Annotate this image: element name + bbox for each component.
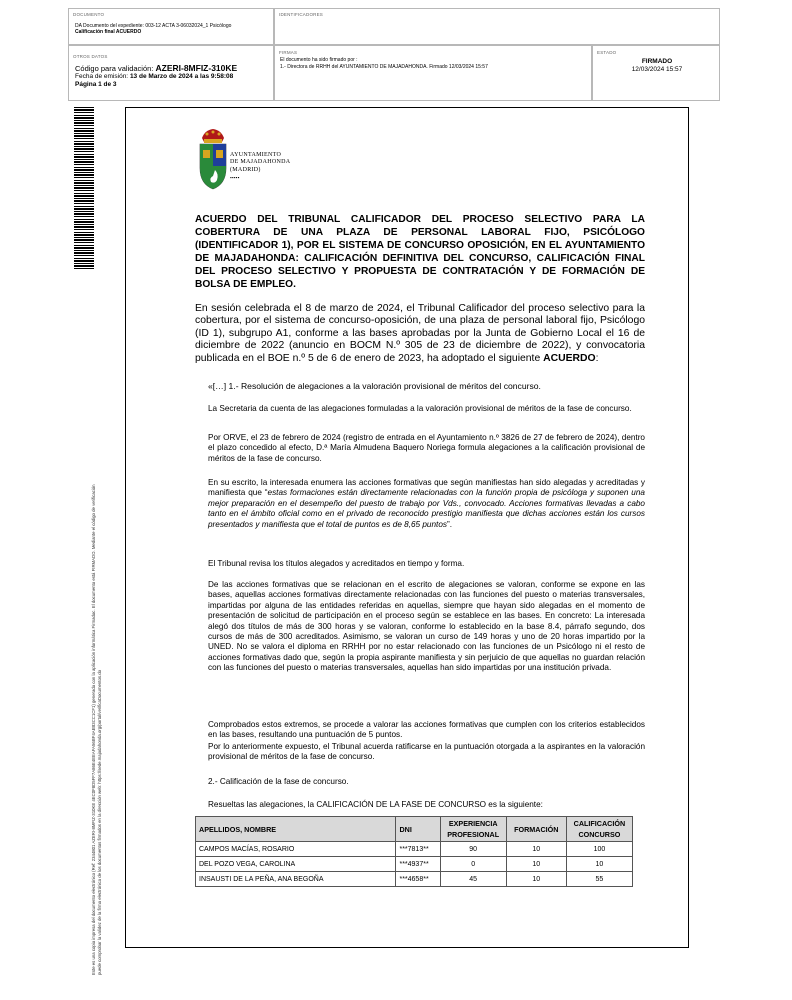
estado-box xyxy=(592,45,720,101)
cell-nombre: INSAUSTI DE LA PEÑA, ANA BEGOÑA xyxy=(196,872,396,887)
verification-side-text xyxy=(91,95,103,975)
cell-formacion: 10 xyxy=(506,857,566,872)
cell-calificacion: 10 xyxy=(566,857,632,872)
paragraph-9: 2.- Calificación de la fase de concurso. xyxy=(208,777,349,786)
estado-value: FIRMADO xyxy=(641,58,673,65)
coat-of-arms-icon xyxy=(197,128,229,195)
estado-date: 12/03/2024 15:57 xyxy=(631,66,683,73)
firmas-line2: 1.- Directora de RRHH del AYUNTAMIENTO DE MAJADAHONDA. Firmado 12/03/2024 15:57 xyxy=(280,64,488,70)
paragraph-4 xyxy=(208,478,645,530)
p4-text-a: En su escrito, la interesada enumera las acciones formativas que según manifiestas han sido alegadas y acreditadas y manifiesta que “ xyxy=(208,478,645,498)
cell-formacion: 10 xyxy=(506,842,566,857)
cell-experiencia: 45 xyxy=(440,872,506,887)
cell-formacion: 10 xyxy=(506,872,566,887)
table-header-row xyxy=(196,817,633,842)
cell-calificacion: 55 xyxy=(566,872,632,887)
firmas-label: FIRMAS xyxy=(279,50,298,55)
cell-nombre: DEL POZO VEGA, CAROLINA xyxy=(196,857,396,872)
otros-datos-box xyxy=(68,45,274,101)
codigo-value: AZERI-8MFIZ-310KE xyxy=(155,63,238,73)
p4-text-b: ”. xyxy=(446,519,452,529)
paragraph-7: Comprobados estos extremos, se procede a valorar las acciones formativas que cumplen con los criterios establecidos en las bases, resultando una puntuación de 5 puntos. xyxy=(208,720,645,740)
ayuntamiento-logo-text xyxy=(230,152,290,181)
intro-paragraph xyxy=(195,303,645,365)
paragraph-3: Por ORVE, el 23 de febrero de 2024 (registro de entrada en el Ayuntamiento n.º 3826 de 27 de febrero de 2024), dentro el plazo concedido al efecto, D.ª María Almudena Baquero Noriega formula alegaciones a la calificación provisional de méritos de la fase de concurso. xyxy=(208,433,645,463)
paragraph-2: La Secretaria da cuenta de las alegaciones formuladas a la valoración provisional de méritos de la fase de concurso. xyxy=(208,404,632,413)
col-header-experiencia: EXPERIENCIA PROFESIONAL xyxy=(440,817,506,842)
logo-line2: DE MAJADAHONDA xyxy=(230,159,291,166)
col-header-formacion: FORMACIÓN xyxy=(506,817,566,842)
documento-box xyxy=(68,8,274,45)
p4-quote: estas formaciones están directamente relacionadas con la función propia de psicóloga y suponen una mejor preparación en el desempeño del puesto de trabajo por Vds., convocado. Acciones formativas llevadas a cabo tanto en el ámbito oficial como en el privado de reconocido prestigio manifiesta que dichas acciones están los cursos presentados y manifiesta que el total de puntos es de 8,65 puntos xyxy=(208,488,645,529)
fecha-prefix: Fecha de emisión: xyxy=(75,73,129,80)
logo-line3: (MADRID) xyxy=(230,166,261,173)
otros-datos-label: OTROS DATOS xyxy=(73,54,108,59)
cell-dni: ***4658** xyxy=(396,872,440,887)
col-header-nombre: APELLIDOS, NOMBRE xyxy=(196,817,396,842)
paragraph-5: El Tribunal revisa los títulos alegados y acreditados en tiempo y forma. xyxy=(208,559,465,568)
pagina: Página 1 de 3 xyxy=(75,81,117,88)
paragraph-8: Por lo anteriormente expuesto, el Tribunal acuerda ratificarse en la puntuación otorgada a la aspirantes en la valoración provisional de méritos de la fase de concurso. xyxy=(208,742,645,762)
logo-line4: ▪▪▪▪▪ xyxy=(230,174,240,180)
col-header-dni: DNI xyxy=(396,817,440,842)
documento-line2: Calificación final ACUERDO xyxy=(75,29,142,35)
calificacion-table xyxy=(195,816,633,887)
fecha-emision xyxy=(75,73,233,80)
cell-experiencia: 90 xyxy=(440,842,506,857)
identificadores-box xyxy=(274,8,720,45)
identificadores-label: IDENTIFICADORES xyxy=(279,12,324,17)
cell-calificacion: 100 xyxy=(566,842,632,857)
codigo-prefix: Código para validación: xyxy=(75,64,154,73)
table-row xyxy=(196,857,633,872)
intro-end: : xyxy=(595,352,599,364)
documento-line1: DA Documento del expediente: 003-12 ACTA 3-06032024_1 Psicólogo xyxy=(75,23,232,29)
intro-text: En sesión celebrada el 8 de marzo de 2024, el Tribunal Calificador del proceso selectivo para la cobertura, por el sistema de concurso-oposición, de una plaza de personal laboral fijo, Psicólogo (ID 1), subgrupo A1, conforme a las bases aprobadas por la Junta de Gobierno Local el 16 de diciembre de 2022 (anuncio en BOCM N.º 305 de 23 de diciembre de 2022), y convocatoria publicada en el BOE n.º 5 de 6 de enero de 2023, ha adoptado el siguiente xyxy=(195,303,645,364)
paragraph-6: De las acciones formativas que se relacionan en el escrito de alegaciones se valoran, conforme se expone en las bases, aquellas acciones formativas directamente relacionadas con las funciones del puesto o materias transversales, impartidas por alguna de las entidades referidas en aquellas, siempre que hayan sido alegadas en el momento de presentación de solicitud de participación en el proceso según se establece en las bases. En concreto: La interesada alegó dos títulos de más de 300 horas y se valoran, conforme lo establecido en la base 8.4, párrafo segundo, dos cursos de más de 300 acreditados. Asimismo, se valoran un curso de 149 horas y uno de 20 horas impartido por la UNED. No se valora el diploma en RRHH por no estar relacionado con las funciones de un Psicólogo ni el resto de acciones formativas dado que, según la propia aspirante manifiesta y sin perjuicio de que aquellas no guardan relación con las funciones del puesto o materias transversales, aquellas han sido impartidas por una institución privada. xyxy=(208,580,645,673)
cell-nombre: CAMPOS MACÍAS, ROSARIO xyxy=(196,842,396,857)
side-text-line1: Este es una copia impresa del documento electrónico (Ref: 2344801 AZERI-8MFIZ-310KE 4EC0F8D5FF7A86E4EEAFA56BF4AEB3CC1CF1) generada con la aplicación informática Firmadoc. El documento está FIRMADO. Mediante el código de verificación xyxy=(91,484,96,975)
firmas-line1: El documento ha sido firmado por : xyxy=(280,57,358,63)
logo-line1: AYUNTAMIENTO xyxy=(230,152,282,158)
intro-bold: ACUERDO xyxy=(543,352,596,364)
table-row xyxy=(196,842,633,857)
codigo-validacion xyxy=(75,63,237,73)
fecha-value: 13 de Marzo de 2024 a las 9:58:08 xyxy=(129,73,234,80)
estado-label: ESTADO xyxy=(597,50,617,55)
paragraph-1: «[…] 1.- Resolución de alegaciones a la valoración provisional de méritos del concurso. xyxy=(208,381,541,391)
cell-dni: ***7813** xyxy=(396,842,440,857)
paragraph-10: Resueltas las alegaciones, la CALIFICACIÓN DE LA FASE DE CONCURSO es la siguiente: xyxy=(208,800,543,809)
cell-dni: ***4937** xyxy=(396,857,440,872)
col-header-calificacion: CALIFICACIÓN CONCURSO xyxy=(566,817,632,842)
firmas-box xyxy=(274,45,592,101)
table-row xyxy=(196,872,633,887)
cell-experiencia: 0 xyxy=(440,857,506,872)
documento-label: DOCUMENTO xyxy=(73,12,105,17)
side-text-line2: puede comprobar la validez de la firma electrónica de los documentos firmados en la dirección web: https://sede.majadahonda.org/portal/verificaDocumentos.do xyxy=(97,669,102,975)
document-title: ACUERDO DEL TRIBUNAL CALIFICADOR DEL PROCESO SELECTIVO PARA LA COBERTURA DE UNA PLAZA DE PERSONAL LABORAL FIJO, PSICÓLOGO (IDENTIFICADOR 1), POR EL SISTEMA DE CONCURSO OPOSICIÓN, EN EL AYUNTAMIENTO DE MAJADAHONDA: CALIFICACIÓN DEFINITIVA DEL CONCURSO, CALIFICACIÓN FINAL DEL PROCESO SELECTIVO Y PROPUESTA DE CONTRATACIÓN Y DE FORMACIÓN DE BOLSA DE EMPLEO. xyxy=(195,214,645,290)
